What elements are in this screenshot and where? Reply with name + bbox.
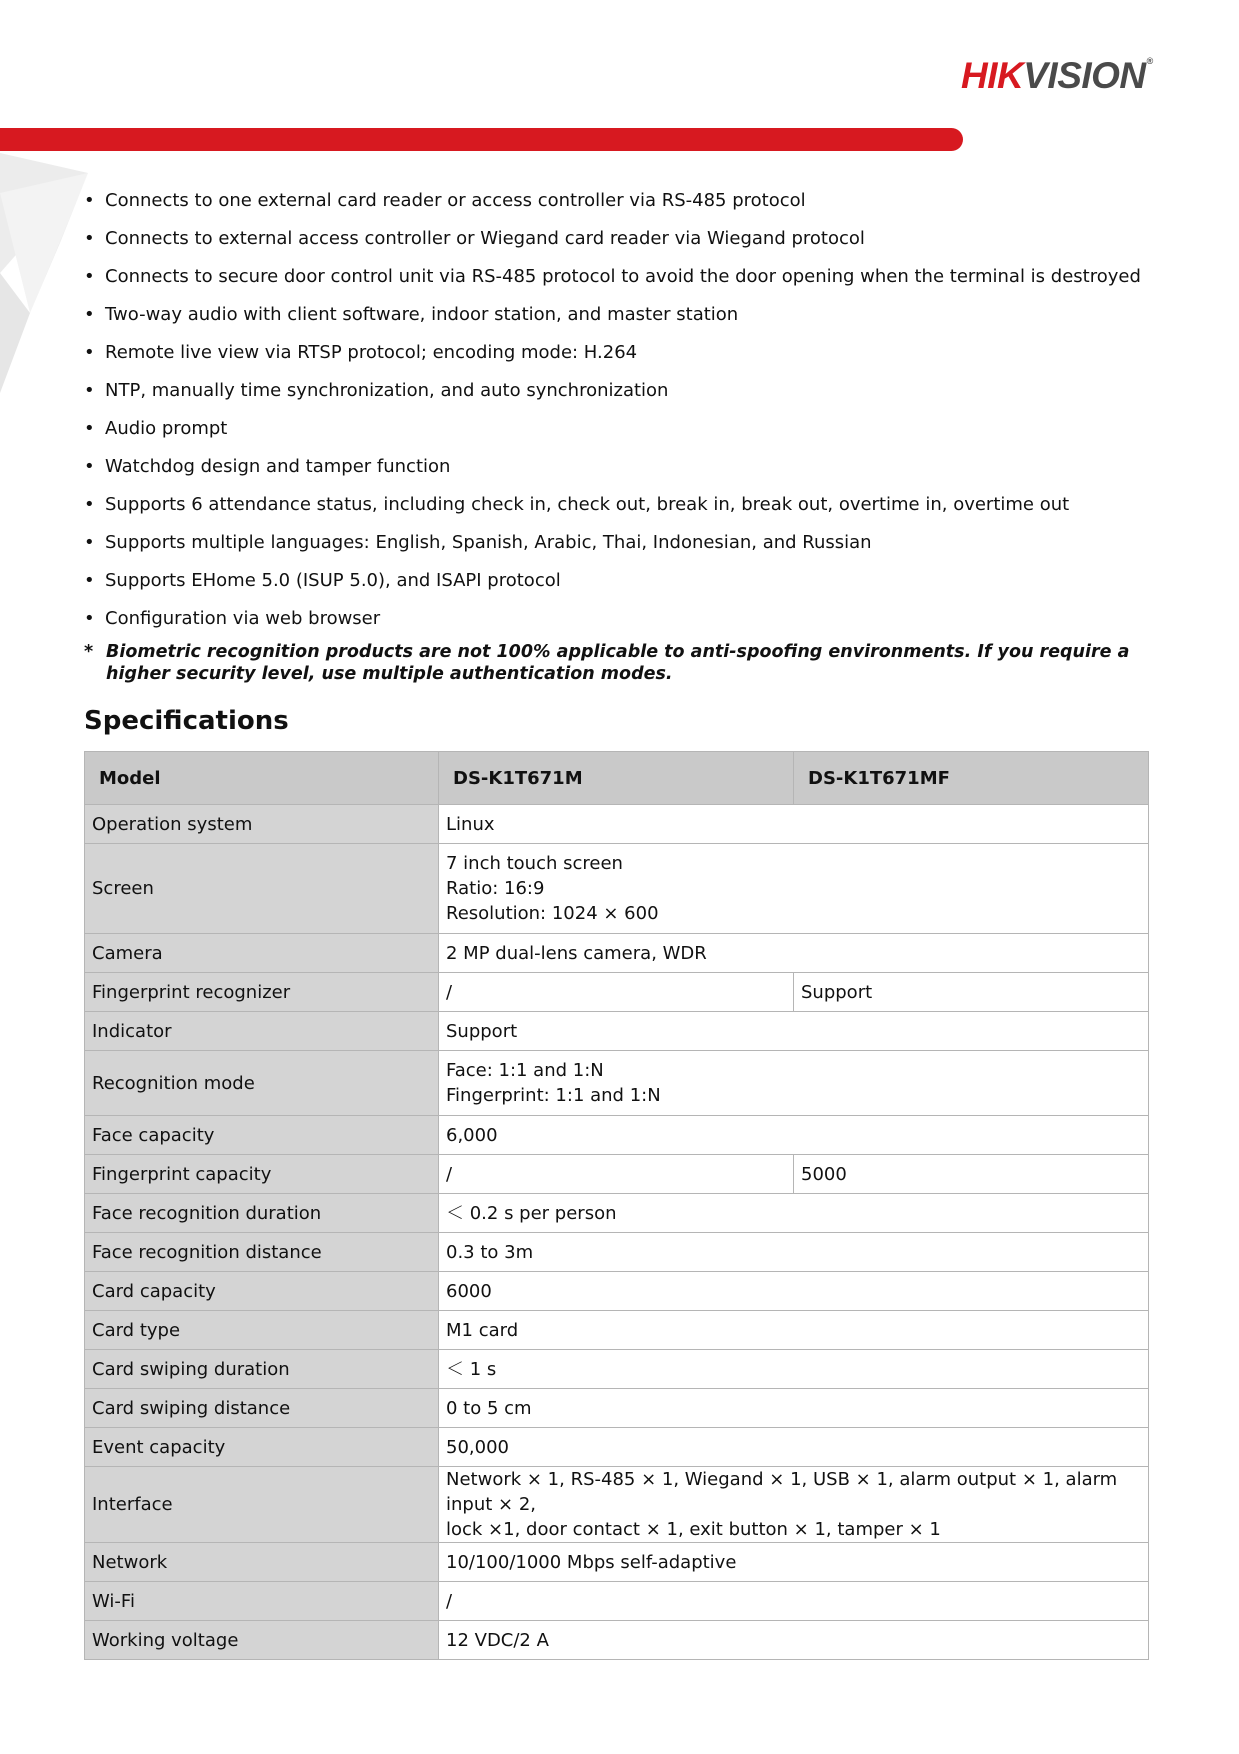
value-line: Resolution: 1024 × 600 <box>446 903 659 924</box>
value-line: 7 inch touch screen <box>446 853 623 874</box>
row-value: 12 VDC/2 A <box>439 1621 1149 1660</box>
value-line: Fingerprint: 1:1 and 1:N <box>446 1085 661 1106</box>
table-row <box>85 1155 1149 1194</box>
table-row <box>85 934 1149 973</box>
registered-mark: ® <box>1146 56 1153 66</box>
table-row <box>85 805 1149 844</box>
table-row <box>85 973 1149 1012</box>
value-line: Ratio: 16:9 <box>446 878 545 899</box>
table-row <box>85 1428 1149 1467</box>
table-row <box>85 1051 1149 1116</box>
table-row <box>85 844 1149 934</box>
row-value-model-a: / <box>439 973 794 1012</box>
row-value: 0 to 5 cm <box>439 1389 1149 1428</box>
note-marker: * <box>84 642 94 662</box>
row-label: Indicator <box>85 1012 439 1051</box>
table-row <box>85 1621 1149 1660</box>
row-value <box>439 1467 1149 1543</box>
header-red-bar <box>0 128 963 151</box>
row-value <box>439 844 1149 934</box>
feature-item: • Two-way audio with client software, indoor station, and master station <box>84 296 1144 334</box>
feature-item: • Watchdog design and tamper function <box>84 448 1144 486</box>
row-value: 50,000 <box>439 1428 1149 1467</box>
row-label: Operation system <box>85 805 439 844</box>
feature-item: • Supports 6 attendance status, including check in, check out, break in, break out, overtime in, overtime out <box>84 486 1144 524</box>
value-line: Face: 1:1 and 1:N <box>446 1060 604 1081</box>
row-label: Event capacity <box>85 1428 439 1467</box>
row-label: Wi-Fi <box>85 1582 439 1621</box>
header-model-a: DS-K1T671M <box>439 752 794 805</box>
row-value-model-a: / <box>439 1155 794 1194</box>
row-label: Face capacity <box>85 1116 439 1155</box>
row-label: Card swiping duration <box>85 1350 439 1389</box>
header-model-b: DS-K1T671MF <box>794 752 1149 805</box>
logo-text-red: HIK <box>961 55 1024 96</box>
table-row <box>85 1467 1149 1543</box>
feature-item: • Audio prompt <box>84 410 1144 448</box>
row-value: 0.3 to 3m <box>439 1233 1149 1272</box>
logo-text-grey: VISION <box>1023 55 1146 96</box>
row-value: / <box>439 1582 1149 1621</box>
row-label: Camera <box>85 934 439 973</box>
row-label: Screen <box>85 844 439 934</box>
row-label: Working voltage <box>85 1621 439 1660</box>
specifications-table <box>84 751 1149 1660</box>
feature-item: • NTP, manually time synchronization, and auto synchronization <box>84 372 1144 410</box>
row-label: Fingerprint capacity <box>85 1155 439 1194</box>
value-line: lock ×1, door contact × 1, exit button × 1, tamper × 1 <box>446 1519 941 1540</box>
row-value: ＜ 0.2 s per person <box>439 1194 1149 1233</box>
note-text: Biometric recognition products are not 100% applicable to anti-spoofing environments. If you require a higher security level, use multiple authentication modes. <box>106 642 1130 684</box>
table-row <box>85 1389 1149 1428</box>
feature-item: • Configuration via web browser <box>84 600 1144 638</box>
table-row <box>85 1543 1149 1582</box>
feature-item: • Connects to one external card reader or access controller via RS-485 protocol <box>84 182 1144 220</box>
header-model-label: Model <box>85 752 439 805</box>
table-row <box>85 1233 1149 1272</box>
table-row <box>85 1012 1149 1051</box>
row-label: Recognition mode <box>85 1051 439 1116</box>
feature-item: • Supports EHome 5.0 (ISUP 5.0), and ISAPI protocol <box>84 562 1144 600</box>
row-label: Card capacity <box>85 1272 439 1311</box>
row-value: M1 card <box>439 1311 1149 1350</box>
row-label: Interface <box>85 1467 439 1543</box>
row-label: Fingerprint recognizer <box>85 973 439 1012</box>
biometric-note <box>84 641 1144 685</box>
feature-list <box>84 182 1144 638</box>
row-label: Card type <box>85 1311 439 1350</box>
feature-item: • Remote live view via RTSP protocol; encoding mode: H.264 <box>84 334 1144 372</box>
table-row <box>85 1582 1149 1621</box>
table-row <box>85 1116 1149 1155</box>
feature-item: • Supports multiple languages: English, Spanish, Arabic, Thai, Indonesian, and Russian <box>84 524 1144 562</box>
row-value: 6,000 <box>439 1116 1149 1155</box>
feature-item: • Connects to external access controller or Wiegand card reader via Wiegand protocol <box>84 220 1144 258</box>
row-value-model-b: 5000 <box>794 1155 1149 1194</box>
row-value: 10/100/1000 Mbps self-adaptive <box>439 1543 1149 1582</box>
row-label: Face recognition distance <box>85 1233 439 1272</box>
row-label: Network <box>85 1543 439 1582</box>
table-row <box>85 1311 1149 1350</box>
value-line: Network × 1, RS-485 × 1, Wiegand × 1, USB × 1, alarm output × 1, alarm input × 2, <box>446 1469 1118 1515</box>
row-value <box>439 1051 1149 1116</box>
table-row <box>85 1194 1149 1233</box>
table-row <box>85 1350 1149 1389</box>
row-value: 6000 <box>439 1272 1149 1311</box>
table-header-row <box>85 752 1149 805</box>
row-value: ＜ 1 s <box>439 1350 1149 1389</box>
table-row <box>85 1272 1149 1311</box>
specifications-heading: Specifications <box>84 706 289 736</box>
feature-item: • Connects to secure door control unit via RS-485 protocol to avoid the door opening when the terminal is destroyed <box>84 258 1144 296</box>
row-label: Face recognition duration <box>85 1194 439 1233</box>
hikvision-logo <box>961 57 1153 94</box>
row-value-model-b: Support <box>794 973 1149 1012</box>
row-label: Card swiping distance <box>85 1389 439 1428</box>
row-value: Linux <box>439 805 1149 844</box>
row-value: Support <box>439 1012 1149 1051</box>
row-value: 2 MP dual-lens camera, WDR <box>439 934 1149 973</box>
